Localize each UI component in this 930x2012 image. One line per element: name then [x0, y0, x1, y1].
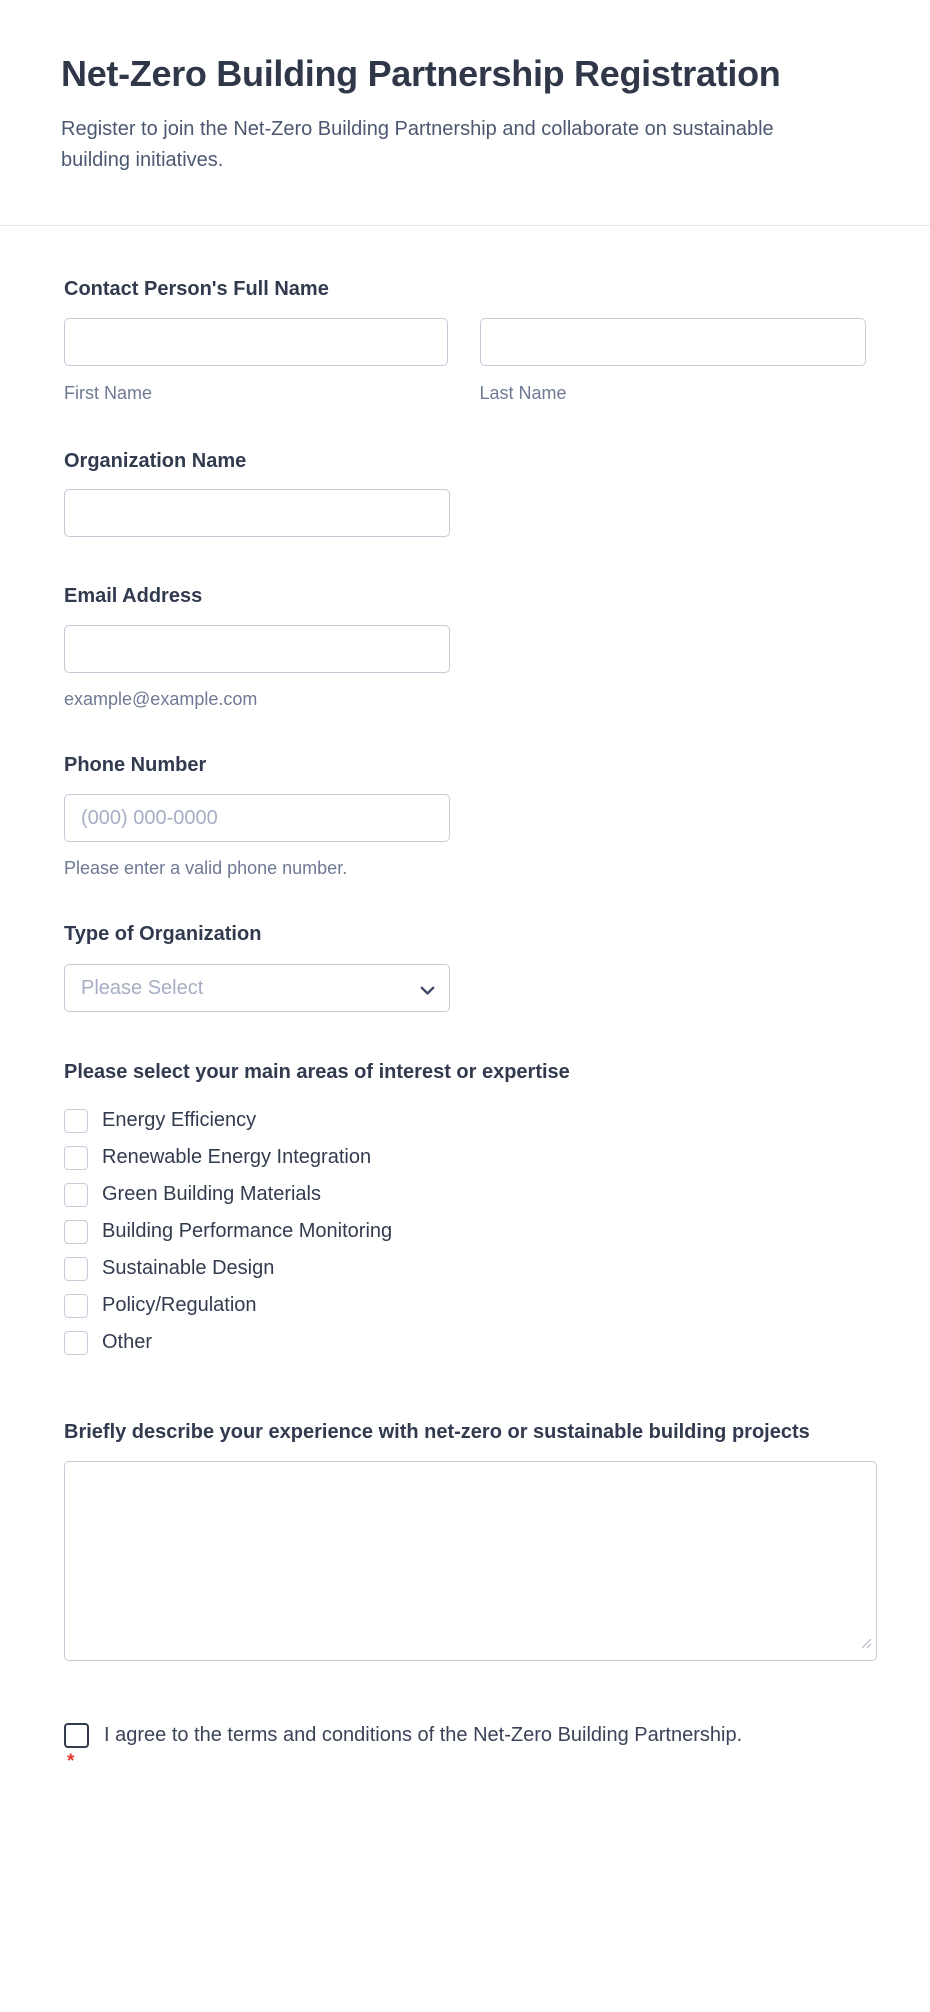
interest-checkbox[interactable]: [64, 1183, 88, 1207]
interest-checkbox[interactable]: [64, 1109, 88, 1133]
agreement-row[interactable]: [64, 1723, 866, 1748]
interest-checkbox[interactable]: [64, 1294, 88, 1318]
interest-option-row[interactable]: [64, 1287, 866, 1324]
interest-option-label: Renewable Energy Integration: [102, 1146, 372, 1168]
required-marker: *: [67, 1751, 75, 1772]
interest-option-row[interactable]: [64, 1213, 866, 1250]
last-name-input[interactable]: [480, 318, 866, 366]
email-helper: example@example.com: [64, 689, 258, 709]
interest-option-row[interactable]: [64, 1324, 866, 1361]
full-name-inputs: [64, 318, 866, 366]
interest-option-label: Building Performance Monitoring: [102, 1220, 393, 1242]
first-name-sublabel: First Name: [64, 383, 153, 403]
experience-field: [64, 1461, 877, 1661]
organization-name-label: Organization Name: [64, 450, 247, 472]
interest-checkbox[interactable]: [64, 1146, 88, 1170]
form-header: [0, 0, 930, 176]
experience-label: Briefly describe your experience with net-zero or sustainable building projects: [64, 1421, 810, 1443]
organization-name-input[interactable]: [64, 489, 450, 537]
page-subtitle: Register to join the Net-Zero Building Partnership and collaborate on sustainable building initiatives.: [61, 118, 774, 171]
first-name-input[interactable]: [64, 318, 448, 366]
last-name-sublabel: Last Name: [479, 383, 567, 403]
organization-type-select[interactable]: [64, 964, 450, 1012]
phone-helper: Please enter a valid phone number.: [64, 858, 348, 878]
page-title: Net-Zero Building Partnership Registration: [61, 53, 781, 94]
interest-option-row[interactable]: [64, 1176, 866, 1213]
interest-option-label: Green Building Materials: [102, 1183, 321, 1205]
agreement-label: I agree to the terms and conditions of the Net-Zero Building Partnership.: [104, 1724, 743, 1746]
header-divider: [0, 225, 930, 226]
interest-option-label: Sustainable Design: [102, 1257, 275, 1279]
organization-type-value: Please Select: [81, 976, 204, 999]
interest-checkbox[interactable]: [64, 1257, 88, 1281]
interest-checkbox[interactable]: [64, 1331, 88, 1355]
interests-options: [64, 1102, 866, 1361]
agreement-checkbox[interactable]: [64, 1723, 89, 1748]
interests-label: Please select your main areas of interest or expertise: [64, 1061, 570, 1083]
chevron-down-icon: [420, 983, 435, 1001]
registration-form: [0, 276, 930, 1772]
interest-option-label: Policy/Regulation: [102, 1294, 257, 1316]
full-name-sublabels: [64, 382, 866, 404]
interest-option-row[interactable]: [64, 1139, 866, 1176]
experience-textarea[interactable]: [64, 1461, 877, 1661]
resize-grip-icon[interactable]: [860, 1636, 872, 1654]
phone-input[interactable]: [64, 794, 450, 842]
interest-option-row[interactable]: [64, 1102, 866, 1139]
interest-checkbox[interactable]: [64, 1220, 88, 1244]
email-input[interactable]: [64, 625, 450, 673]
organization-type-label: Type of Organization: [64, 923, 262, 945]
interest-option-row[interactable]: [64, 1250, 866, 1287]
interest-option-label: Other: [102, 1331, 153, 1353]
interest-option-label: Energy Efficiency: [102, 1109, 257, 1131]
full-name-label: Contact Person's Full Name: [64, 278, 329, 300]
email-label: Email Address: [64, 585, 203, 607]
phone-label: Phone Number: [64, 754, 207, 776]
